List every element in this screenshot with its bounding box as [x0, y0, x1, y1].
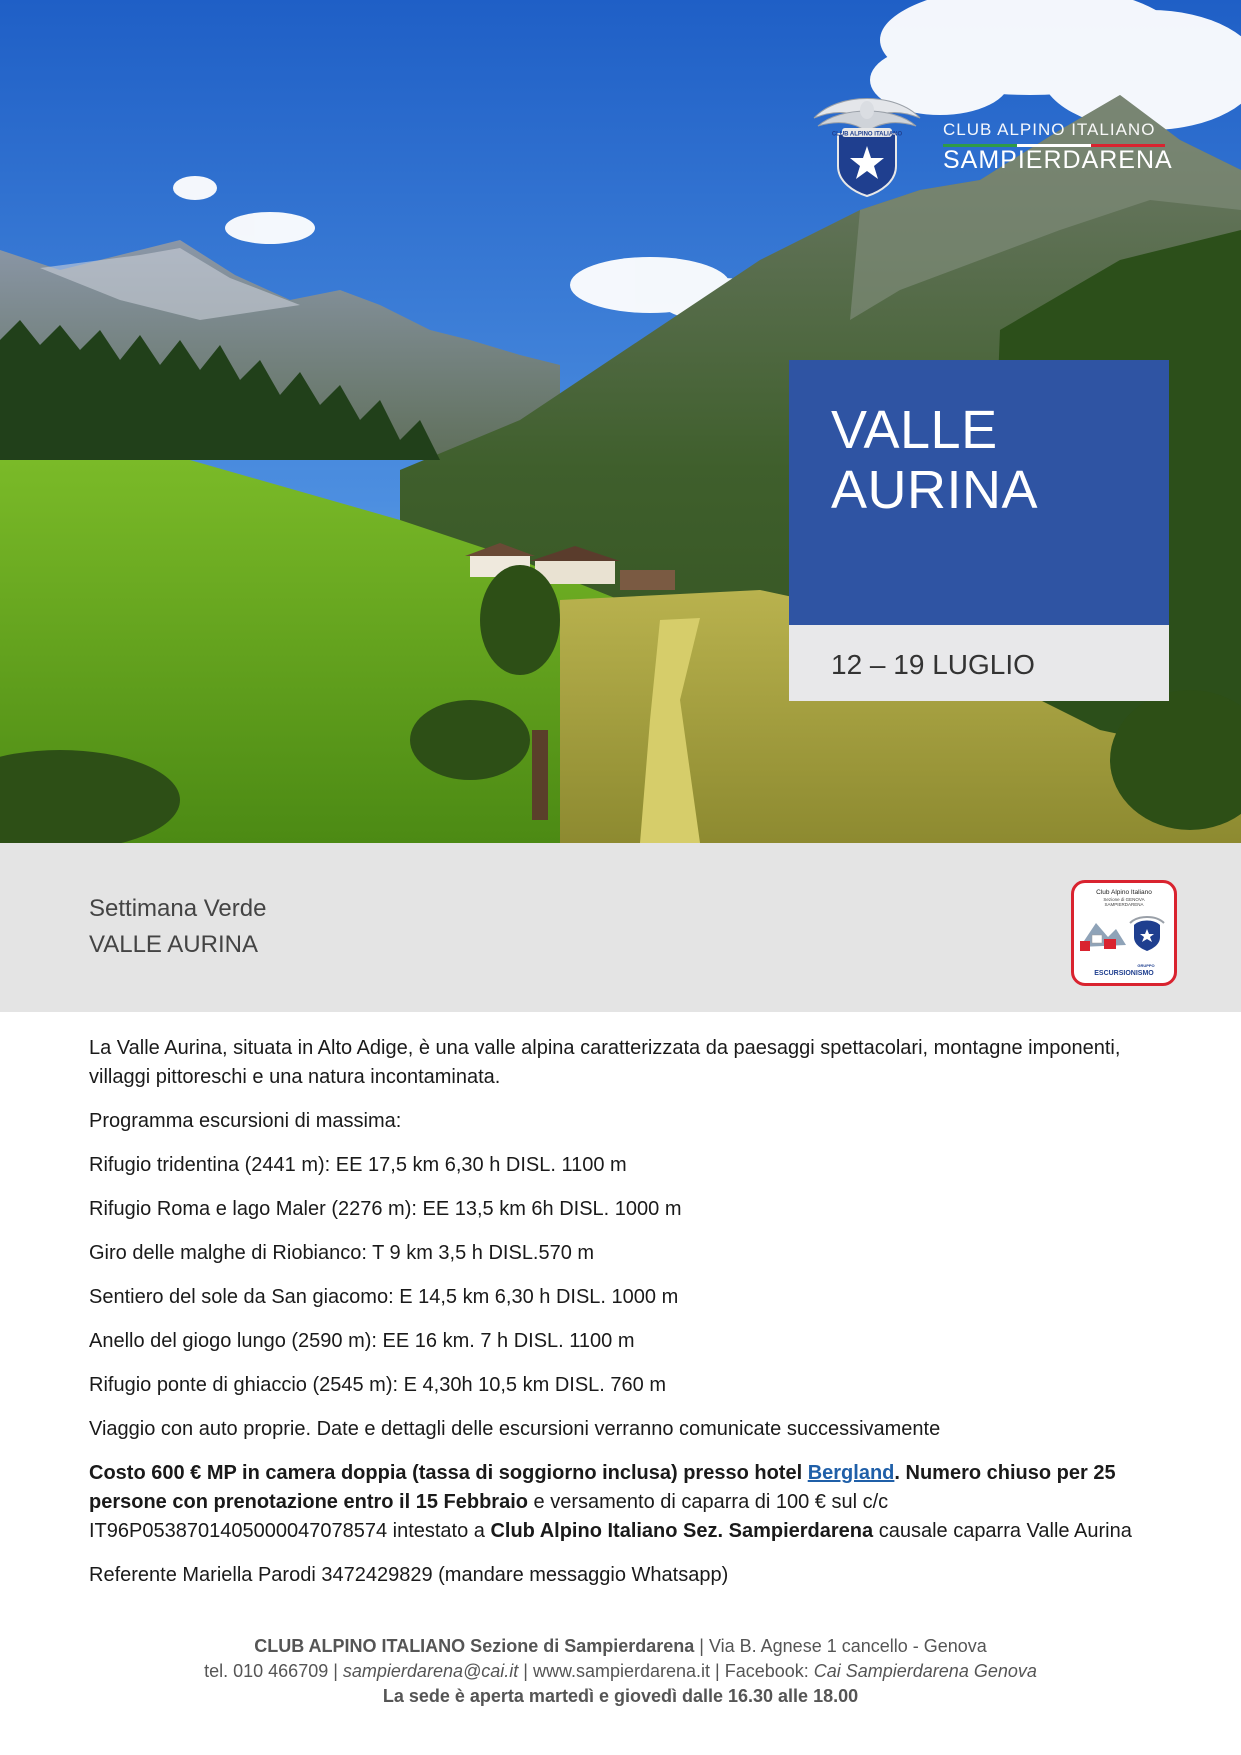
cost-text-1: e versamento di caparra di 100 € sul c/c IT96P0538701405000047078574 intestato a	[89, 1491, 889, 1542]
footer-facebook[interactable]: Cai Sampierdarena Genova	[813, 1661, 1037, 1681]
footer-tel: tel. 010 466709 |	[204, 1661, 343, 1681]
title-box	[789, 360, 1169, 625]
footer-line3	[0, 1684, 1241, 1709]
footer	[0, 1634, 1241, 1709]
title-line1: VALLE	[831, 400, 998, 460]
main-content	[89, 1034, 1159, 1605]
cost-bold-2: . Numero chiuso per 25 persone con prenotazione entro il 15 Febbraio	[89, 1462, 1116, 1513]
excursion-item: Anello del giogo lungo (2590 m): EE 16 km. 7 h DISL. 1100 m	[89, 1330, 635, 1352]
footer-web: | www.sampierdarena.it | Facebook:	[518, 1661, 814, 1681]
footer-email[interactable]: sampierdarena@cai.it	[342, 1661, 519, 1681]
subheader-band	[0, 843, 1241, 1012]
cost-bold-3: Club Alpino Italiano Sez. Sampierdarena	[490, 1520, 874, 1542]
bergland-hotel-link[interactable]: Bergland	[807, 1462, 895, 1484]
excursion-item: Rifugio Roma e lago Maler (2276 m): EE 13,5 km 6h DISL. 1000 m	[89, 1198, 682, 1220]
footer-line2	[0, 1659, 1241, 1684]
svg-text:Sezione di GENOVA: Sezione di GENOVA	[1103, 897, 1145, 902]
footer-org: CLUB ALPINO ITALIANO Sezione di Sampierdarena	[254, 1636, 695, 1656]
date-box	[789, 625, 1169, 701]
contact-paragraph: Referente Mariella Parodi 3472429829 (mandare messaggio Whatsapp)	[89, 1564, 729, 1586]
excursion-item: Giro delle malghe di Riobianco: T 9 km 3,5 h DISL.570 m	[89, 1242, 595, 1264]
excursion-item: Rifugio tridentina (2441 m): EE 17,5 km 6,30 h DISL. 1100 m	[89, 1154, 627, 1176]
subheader-line1: Settimana Verde	[89, 895, 267, 922]
footer-line1	[0, 1634, 1241, 1659]
event-title	[831, 400, 1038, 520]
intro-paragraph: La Valle Aurina, situata in Alto Adige, è una valle alpina caratterizzata da paesaggi spettacolari, montagne imponenti, villaggi pittoreschi e una natura incontaminata.	[89, 1037, 1121, 1088]
travel-paragraph: Viaggio con auto proprie. Date e dettagli delle escursioni verranno comunicate successivamente	[89, 1418, 941, 1440]
svg-text:ESCURSIONISMO: ESCURSIONISMO	[1094, 970, 1154, 977]
cai-logo	[808, 88, 1173, 198]
svg-text:SAMPIERDARENA: SAMPIERDARENA	[1104, 902, 1144, 907]
footer-address: | Via B. Agnese 1 cancello - Genova	[694, 1636, 987, 1656]
svg-text:Club Alpino Italiano: Club Alpino Italiano	[1096, 889, 1152, 896]
excursion-item: Rifugio ponte di ghiaccio (2545 m): E 4,30h 10,5 km DISL. 760 m	[89, 1374, 666, 1396]
title-line2: AURINA	[831, 460, 1039, 520]
escursionismo-badge	[1071, 880, 1177, 986]
logo-line1: CLUB ALPINO ITALIANO	[943, 120, 1156, 139]
footer-hours: La sede è aperta martedì e giovedì dalle 16.30 alle 18.00	[382, 1686, 859, 1706]
cost-text-2: causale caparra Valle Aurina	[873, 1520, 1132, 1542]
cost-paragraph	[89, 1459, 1159, 1546]
svg-text:CLUB ALPINO ITALIANO: CLUB ALPINO ITALIANO	[831, 131, 903, 138]
cai-eagle-emblem-icon	[808, 88, 926, 198]
excursion-item: Sentiero del sole da San giacomo: E 14,5 km 6,30 h DISL. 1000 m	[89, 1286, 679, 1308]
hero-image	[0, 0, 1241, 843]
program-heading: Programma escursioni di massima:	[89, 1110, 402, 1132]
cost-bold-1: Costo 600 € MP in camera doppia (tassa di soggiorno inclusa) presso hotel	[89, 1462, 808, 1484]
event-dates: 12 – 19 LUGLIO	[831, 649, 1035, 680]
gruppo-escursionismo-logo-icon	[1074, 883, 1174, 983]
logo-line2: SAMPIERDARENA	[943, 146, 1173, 174]
subheader-line2: VALLE AURINA	[89, 931, 258, 958]
svg-text:GRUPPO: GRUPPO	[1137, 963, 1155, 968]
